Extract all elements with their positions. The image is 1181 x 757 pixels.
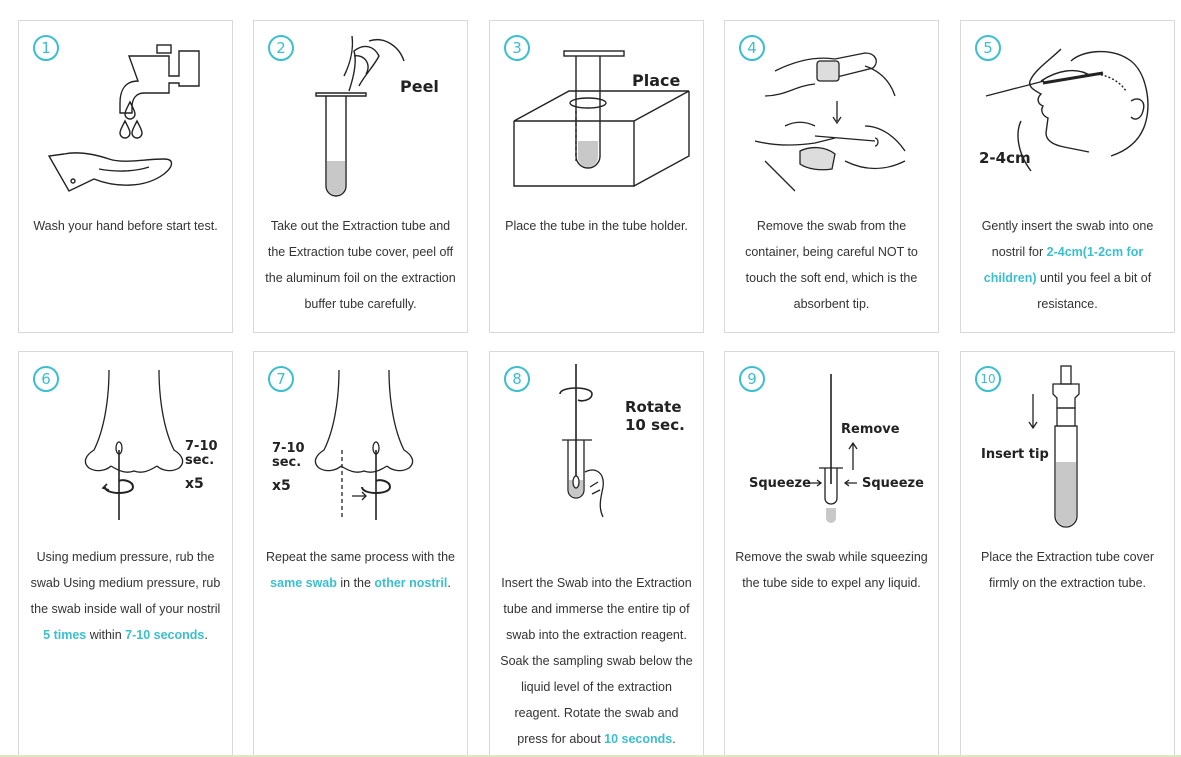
step-description: Remove the swab from the container, being careful NOT to touch the soft end, which is the absorbent tip.	[745, 219, 918, 311]
step-card-6	[18, 351, 233, 757]
step-card-3	[489, 20, 704, 333]
swab-remove-icon	[725, 21, 939, 211]
rotate-label: Rotate 10 sec.	[625, 398, 685, 434]
step-card-4	[724, 20, 939, 333]
step-description	[27, 544, 224, 648]
step-number: 8	[504, 366, 530, 392]
step-card-8	[489, 351, 704, 757]
desc-text: .	[204, 628, 208, 642]
step-description	[969, 213, 1166, 317]
squeeze-tube-icon	[725, 352, 939, 542]
step-number: 4	[739, 35, 765, 61]
time-label: 7-10 sec.	[185, 439, 218, 468]
step-card-9	[724, 351, 939, 757]
step-number: 9	[739, 366, 765, 392]
step-card-2	[253, 20, 468, 333]
depth-label: 2-4cm	[979, 149, 1031, 167]
step-description: Place the tube in the tube holder.	[505, 219, 688, 233]
desc-text: .	[672, 732, 676, 746]
desc-highlight: other nostril	[374, 576, 448, 590]
desc-text: Insert the Swab into the Extraction tube and immerse the entire tip of swab into the extraction reagent. Soak the sampling swab below the liquid level of the extraction reagent. Rotate the swab and press for about	[500, 576, 693, 746]
other-nostril-icon	[254, 352, 468, 542]
step-card-7	[253, 351, 468, 757]
step-number: 10	[975, 366, 1001, 392]
insert-tip-label: Insert tip	[981, 447, 1049, 462]
hand-wash-icon	[19, 21, 233, 211]
step-number: 6	[33, 366, 59, 392]
repeat-label: x5	[272, 478, 291, 494]
step-description: Remove the swab while squeezing the tube side to expel any liquid.	[735, 550, 928, 590]
step-number: 2	[268, 35, 294, 61]
step-description	[498, 544, 695, 752]
step-number: 3	[504, 35, 530, 61]
step-card-10	[960, 351, 1175, 757]
step-description	[262, 544, 459, 596]
peel-label: Peel	[400, 77, 439, 96]
squeeze-right-label: Squeeze	[862, 476, 924, 491]
repeat-label: x5	[185, 476, 204, 492]
step-description: Place the Extraction tube cover firmly on the extraction tube.	[980, 550, 1154, 590]
squeeze-left-label: Squeeze	[749, 476, 811, 491]
step-number: 1	[33, 35, 59, 61]
nostril-insert-icon	[961, 21, 1175, 211]
tube-holder-icon	[490, 21, 704, 211]
place-label: Place	[632, 71, 681, 90]
step-card-5	[960, 20, 1175, 333]
desc-highlight: same swab	[270, 576, 337, 590]
desc-highlight: 7-10 seconds	[125, 628, 205, 642]
desc-highlight: 2-4cm(1-2cm for children)	[983, 245, 1144, 285]
desc-highlight: 10 seconds	[604, 732, 673, 746]
step-description: Take out the Extraction tube and the Extraction tube cover, peel off the aluminum foil on the extraction buffer tube carefully.	[265, 219, 456, 311]
desc-text: until you feel a bit of resistance.	[1036, 271, 1152, 311]
insert-tip-icon	[961, 352, 1175, 542]
step-card-1	[18, 20, 233, 333]
desc-text: Using medium pressure, rub the swab Using medium pressure, rub the swab inside wall of your nostril	[30, 550, 221, 616]
step-description: Wash your hand before start test.	[33, 219, 218, 233]
desc-text: Repeat the same process with the	[266, 550, 455, 564]
rotate-swab-icon	[490, 352, 704, 542]
time-label: 7-10 sec.	[272, 441, 305, 470]
remove-label: Remove	[841, 422, 900, 437]
desc-text: in the	[336, 576, 375, 590]
desc-text: Gently insert the swab into one nostril for	[981, 219, 1154, 259]
desc-text: within	[86, 628, 126, 642]
step-number: 5	[975, 35, 1001, 61]
desc-highlight: 5 times	[43, 628, 87, 642]
desc-text: .	[447, 576, 451, 590]
step-number: 7	[268, 366, 294, 392]
peel-tube-icon	[254, 21, 468, 211]
nose-rub-icon	[19, 352, 233, 542]
